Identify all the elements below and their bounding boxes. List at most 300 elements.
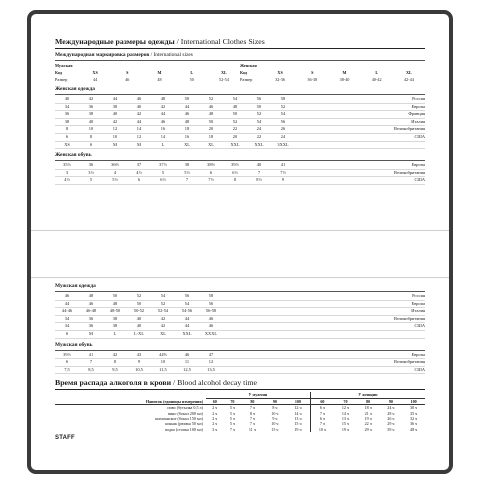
decay-time-cell: 19 ч bbox=[364, 415, 372, 421]
size-cell bbox=[271, 367, 295, 374]
country-label bbox=[295, 142, 425, 149]
alcohol-title: Время распада алкоголя в крови / Blood alcohol decay time bbox=[55, 378, 258, 388]
decay-time-cell: 5 ч bbox=[229, 410, 235, 416]
size-cell: 37 bbox=[136, 162, 142, 168]
country-label: США bbox=[414, 366, 425, 372]
size-cell: 34 bbox=[64, 323, 70, 329]
size-cell: 50 bbox=[184, 96, 190, 101]
decay-time-cell: 7 ч bbox=[249, 421, 255, 427]
drink-label: коньяк (рюмка 50 мл) bbox=[165, 421, 203, 427]
decay-time-cell: 15 ч bbox=[341, 421, 350, 427]
size-cell: 34 bbox=[64, 103, 70, 109]
size-cell: 14 bbox=[160, 133, 166, 139]
size-cell bbox=[247, 352, 271, 359]
decay-time-cell: 29 ч bbox=[387, 421, 395, 427]
size-cell bbox=[247, 316, 271, 323]
size-cell: 48 bbox=[88, 293, 94, 298]
decay-time-cell: 10 ч bbox=[271, 410, 279, 416]
size-cell: 9 bbox=[137, 359, 141, 365]
country-label: Великобритания bbox=[394, 315, 425, 321]
col-weight: 100 bbox=[286, 398, 310, 404]
size-cell bbox=[271, 301, 295, 308]
size-cell: 7½ bbox=[208, 177, 214, 183]
size-cell: 16 bbox=[160, 126, 166, 132]
size-cell bbox=[223, 359, 247, 366]
size-cell: 38 bbox=[112, 103, 118, 109]
size-row bbox=[55, 301, 425, 309]
size-cell: 50 bbox=[256, 103, 262, 109]
size-cell: 26 bbox=[280, 126, 286, 132]
size-cell: 40 bbox=[88, 118, 94, 124]
size-cell: XXXL bbox=[204, 330, 218, 336]
decay-time-cell: 18 ч bbox=[364, 405, 372, 411]
decay-time-cell: 35 ч bbox=[410, 410, 418, 416]
size-cell: 46 bbox=[88, 300, 94, 306]
size-cell: 56 bbox=[208, 300, 214, 306]
country-label: Россия bbox=[412, 293, 425, 298]
size-cell: M bbox=[89, 330, 93, 336]
size-cell: 46 bbox=[64, 293, 70, 298]
alcohol-body bbox=[55, 405, 425, 433]
country-label: Европа bbox=[411, 162, 425, 168]
size-cell: 44 bbox=[64, 300, 70, 306]
size-cell: 36 bbox=[88, 315, 94, 321]
size-cell: 48 bbox=[112, 300, 118, 306]
women-shoes-heading: Женская обувь bbox=[55, 152, 92, 159]
size-cell: 24 bbox=[280, 133, 286, 139]
size-cell: 46 bbox=[160, 118, 166, 124]
size-cell: 38 bbox=[184, 162, 190, 168]
col-weight: 70 bbox=[334, 398, 357, 404]
men-clothes-rule bbox=[55, 291, 425, 292]
size-cell: 46 bbox=[208, 323, 214, 329]
size-cell: 50-52 bbox=[133, 308, 145, 314]
decay-time-cell: 2 ч bbox=[212, 410, 218, 416]
women-shoes-rule bbox=[55, 160, 425, 161]
size-cell: 6 bbox=[65, 359, 69, 365]
size-cell: 40 bbox=[64, 96, 70, 101]
size-cell: 24 bbox=[256, 126, 262, 132]
size-cell: 52 bbox=[256, 111, 262, 117]
decay-time-cell: 5 ч bbox=[229, 421, 235, 427]
size-cell bbox=[223, 293, 247, 300]
size-cell: 18 bbox=[184, 126, 190, 132]
size-cell: 7,5 bbox=[64, 366, 70, 372]
men-shoes-rule bbox=[55, 350, 425, 351]
size-cell: 6 bbox=[65, 133, 69, 139]
decay-time-cell: 30 ч bbox=[410, 405, 418, 411]
decay-time-cell: 7 ч bbox=[310, 421, 334, 426]
intl-rule bbox=[55, 60, 425, 61]
decay-time-cell: 7 ч bbox=[229, 426, 235, 432]
decay-time-cell: 9 ч bbox=[272, 415, 278, 421]
page-spine bbox=[31, 230, 449, 278]
col-weight: 100 bbox=[402, 398, 425, 404]
decay-time-cell: 36 ч bbox=[410, 421, 418, 427]
decay-time-cell: 6 ч bbox=[310, 416, 334, 421]
decay-time-cell: 12 ч bbox=[341, 405, 350, 411]
decay-time-cell: 24 ч bbox=[387, 405, 395, 411]
size-cell bbox=[223, 301, 247, 308]
decay-time-cell: 5 ч bbox=[229, 415, 235, 421]
size-cell: 38 bbox=[112, 323, 118, 329]
group-men: У мужчин bbox=[206, 392, 310, 398]
size-cell bbox=[223, 367, 247, 374]
size-cell: 39⅓ bbox=[231, 162, 239, 168]
size-cell: 52-54 bbox=[157, 308, 169, 314]
intl-left-block bbox=[55, 62, 240, 83]
size-cell bbox=[223, 316, 247, 323]
size-cell: 36 bbox=[88, 162, 94, 168]
size-cell: 42 bbox=[160, 323, 166, 329]
intl-right-size-row: Размер 32-36 36-38 38-40 40-42 42-44 bbox=[240, 77, 414, 82]
country-label: Великобритания bbox=[394, 359, 425, 365]
country-label: США bbox=[414, 177, 425, 183]
decay-time-cell: 2 ч bbox=[212, 415, 218, 421]
size-row bbox=[55, 316, 425, 324]
size-cell: 12 bbox=[112, 126, 118, 132]
size-cell: 40 bbox=[136, 103, 142, 109]
size-cell: 42 bbox=[112, 118, 118, 124]
country-label: Франция bbox=[408, 111, 425, 117]
diary-page-frame bbox=[27, 10, 453, 474]
size-cell: 9 bbox=[281, 177, 285, 183]
size-cell bbox=[247, 359, 271, 366]
women-shoes-table bbox=[55, 162, 425, 185]
men-shoes-table bbox=[55, 352, 425, 375]
size-cell: 8,5 bbox=[88, 366, 94, 372]
size-cell: 10,5 bbox=[135, 366, 143, 372]
size-cell: M bbox=[137, 141, 141, 147]
size-cell: 47 bbox=[208, 351, 214, 357]
intl-sizes-table bbox=[55, 62, 425, 83]
size-cell bbox=[271, 331, 295, 338]
size-cell: 40 bbox=[136, 323, 142, 329]
size-cell: 14 bbox=[136, 126, 142, 132]
size-cell bbox=[223, 331, 247, 338]
size-cell: XL bbox=[208, 141, 214, 147]
size-cell: 42 bbox=[136, 111, 142, 117]
size-cell: 54-56 bbox=[181, 308, 193, 314]
size-cell: 44 bbox=[136, 118, 142, 124]
country-label: Европа bbox=[411, 351, 425, 357]
size-row bbox=[55, 331, 425, 339]
size-cell: 48 bbox=[208, 111, 214, 117]
size-cell: 48 bbox=[160, 96, 166, 101]
size-row bbox=[55, 119, 425, 127]
decay-time-cell: 7 ч bbox=[249, 415, 255, 421]
size-cell: 8 bbox=[65, 126, 69, 132]
size-cell: 6½ bbox=[232, 169, 238, 175]
size-cell: 56 bbox=[280, 118, 286, 124]
country-label: США bbox=[414, 323, 425, 329]
size-cell: 58 bbox=[280, 96, 286, 101]
size-cell: 50 bbox=[232, 111, 238, 117]
size-cell: 8 bbox=[113, 359, 117, 365]
decay-time-cell: 14 ч bbox=[294, 410, 302, 416]
size-cell: 46 bbox=[184, 351, 190, 357]
decay-time-cell: 8 ч bbox=[272, 405, 278, 411]
decay-time-cell: 13 ч bbox=[341, 415, 350, 421]
decay-time-cell: 6 ч bbox=[310, 405, 334, 411]
size-row bbox=[55, 96, 425, 104]
size-cell: 41 bbox=[88, 351, 94, 357]
size-cell: 20 bbox=[208, 126, 214, 132]
size-cell: 10 bbox=[112, 133, 118, 139]
drink-label: шампанское (бокал 150 мл) bbox=[155, 415, 203, 421]
size-cell: 35⅓ bbox=[63, 162, 71, 168]
size-cell: M bbox=[113, 141, 117, 147]
size-cell: 56 bbox=[256, 96, 262, 101]
size-row bbox=[55, 367, 425, 375]
decay-time-cell: 14 ч bbox=[341, 410, 350, 416]
size-cell: 52 bbox=[280, 103, 286, 109]
size-cell: 3½ bbox=[88, 169, 94, 175]
decay-time-cell: 29 ч bbox=[364, 426, 372, 432]
size-cell: 5 bbox=[161, 169, 165, 175]
size-cell: 50 bbox=[208, 118, 214, 124]
decay-time-cell: 39 ч bbox=[387, 426, 395, 432]
size-row bbox=[55, 352, 425, 360]
decay-time-cell: 15 ч bbox=[294, 421, 302, 427]
decay-time-cell: 7 ч bbox=[310, 411, 334, 416]
country-label: Россия bbox=[412, 96, 425, 101]
size-cell: 56 bbox=[184, 293, 190, 298]
size-cell: 42 bbox=[112, 351, 118, 357]
size-cell bbox=[223, 323, 247, 330]
decay-time-cell: 12 ч bbox=[294, 405, 302, 411]
size-cell: S bbox=[89, 141, 93, 147]
drink-label: вино (бокал 200 мл) bbox=[168, 410, 203, 416]
size-cell: 9,5 bbox=[112, 366, 118, 372]
size-cell: 6½ bbox=[160, 177, 166, 183]
intl-left-size-row: Размер 44 46 48 50 52-54 bbox=[55, 77, 229, 82]
size-cell bbox=[247, 331, 271, 338]
drink-label: водка (стопка 100 мл) bbox=[165, 426, 203, 432]
alcohol-rule bbox=[55, 389, 425, 390]
men-shoes-heading: Мужская обувь bbox=[55, 341, 93, 348]
size-cell: 8½ bbox=[256, 177, 262, 183]
size-cell: 38 bbox=[112, 315, 118, 321]
size-cell: 52 bbox=[232, 118, 238, 124]
size-cell: 48 bbox=[232, 103, 238, 109]
decay-time-cell: 28 ч bbox=[387, 410, 395, 416]
size-cell: 36 bbox=[88, 323, 94, 329]
size-cell: 4½ bbox=[136, 169, 142, 175]
size-cell: XXL bbox=[230, 141, 240, 147]
country-label: Великобритания bbox=[394, 126, 425, 132]
decay-time-cell: 8 ч bbox=[249, 410, 255, 416]
size-cell: 4 bbox=[113, 169, 117, 175]
col-weight: 90 bbox=[380, 398, 403, 404]
size-cell: 7 bbox=[89, 359, 93, 365]
country-label bbox=[295, 331, 425, 338]
women-clothes-table bbox=[55, 96, 425, 149]
decay-time-cell: 2 ч bbox=[212, 405, 218, 411]
size-cell: 36 bbox=[88, 103, 94, 109]
group-women: У женщин bbox=[310, 392, 425, 398]
size-cell: 54 bbox=[280, 111, 286, 117]
country-label: Италия bbox=[411, 308, 425, 314]
men-clothes-heading: Мужская одежда bbox=[55, 283, 96, 289]
size-row bbox=[55, 162, 425, 170]
size-cell: 46-48 bbox=[85, 308, 97, 314]
decay-time-cell: 11 ч bbox=[248, 426, 256, 432]
size-cell bbox=[271, 323, 295, 330]
size-cell: XL bbox=[184, 141, 190, 147]
size-cell: 16 bbox=[184, 133, 190, 139]
size-cell: 44 bbox=[160, 111, 166, 117]
size-cell: 54 bbox=[160, 293, 166, 298]
size-cell: 4½ bbox=[64, 177, 70, 183]
size-cell bbox=[271, 308, 295, 315]
size-cell: 44⅔ bbox=[159, 351, 167, 357]
size-cell: 36 bbox=[64, 111, 70, 117]
size-cell: 20 bbox=[232, 133, 238, 139]
size-cell: 3XXL bbox=[277, 141, 289, 147]
size-row bbox=[55, 126, 425, 134]
size-cell: 54 bbox=[232, 96, 238, 101]
size-cell: 46 bbox=[208, 315, 214, 321]
size-cell: 52 bbox=[160, 300, 166, 306]
title-rule bbox=[55, 48, 425, 49]
clothes-sizes-page bbox=[31, 14, 449, 230]
men-sizes-page bbox=[31, 278, 449, 470]
size-row bbox=[55, 323, 425, 331]
size-cell: 48-50 bbox=[109, 308, 121, 314]
country-label: Европа bbox=[411, 103, 425, 109]
size-row bbox=[55, 142, 425, 150]
drink-label: пиво (бутылка 0,5 л) bbox=[167, 405, 203, 411]
decay-time-cell: 21 ч bbox=[364, 410, 372, 416]
col-weight: 80 bbox=[357, 398, 380, 404]
size-cell bbox=[271, 316, 295, 323]
intl-sizes-heading: Международная маркировка размеров / International sizes bbox=[55, 52, 193, 58]
size-cell: 12,5 bbox=[183, 366, 191, 372]
size-row bbox=[55, 359, 425, 367]
intl-right-block bbox=[240, 62, 425, 83]
size-cell: 5 bbox=[89, 177, 93, 183]
decay-time-cell: 15 ч bbox=[271, 426, 279, 432]
size-cell bbox=[247, 293, 271, 300]
size-cell: 37⅓ bbox=[159, 162, 167, 168]
decay-time-cell: 48 ч bbox=[410, 426, 418, 432]
size-cell: 7 bbox=[257, 169, 261, 175]
decay-time-cell: 26 ч bbox=[387, 415, 395, 421]
country-label: Великобритания bbox=[394, 169, 425, 175]
size-cell bbox=[223, 308, 247, 315]
size-cell: 38 bbox=[88, 111, 94, 117]
size-cell: 40 bbox=[256, 162, 262, 168]
size-cell bbox=[247, 323, 271, 330]
size-cell: 50 bbox=[136, 300, 142, 306]
size-cell: 39⅓ bbox=[63, 351, 71, 357]
size-row bbox=[55, 308, 425, 316]
size-cell: 40 bbox=[112, 111, 118, 117]
size-cell: 11 bbox=[184, 359, 190, 365]
size-cell: 42 bbox=[160, 315, 166, 321]
size-cell: L-XL bbox=[134, 330, 144, 336]
decay-time-cell: 5 ч bbox=[229, 405, 235, 411]
size-cell: 8 bbox=[233, 177, 237, 183]
size-cell: 50 bbox=[112, 293, 118, 298]
size-cell bbox=[223, 352, 247, 359]
size-cell: 44 bbox=[184, 323, 190, 329]
size-cell: S bbox=[65, 330, 69, 336]
size-cell: 44 bbox=[184, 315, 190, 321]
size-cell: 11,5 bbox=[159, 366, 167, 372]
size-cell: L bbox=[113, 330, 117, 336]
size-cell bbox=[271, 293, 295, 300]
size-cell bbox=[247, 308, 271, 315]
size-cell: 38 bbox=[64, 118, 70, 124]
country-label: США bbox=[414, 133, 425, 139]
intl-right-code-row: Код XS S M L XL bbox=[240, 70, 412, 75]
size-cell: 8 bbox=[89, 133, 93, 139]
size-row bbox=[55, 293, 425, 301]
staff-logo: STAFF bbox=[55, 435, 75, 442]
size-cell bbox=[247, 301, 271, 308]
decay-time-cell: 22 ч bbox=[364, 421, 372, 427]
page-title: Международные размеры одежды / International Clothes Sizes bbox=[55, 37, 265, 46]
size-cell: 56-58 bbox=[205, 308, 217, 314]
size-cell: 6 bbox=[137, 177, 141, 183]
size-cell: 43 bbox=[136, 351, 142, 357]
col-weight: 80 bbox=[241, 398, 263, 404]
size-cell: 52 bbox=[208, 96, 214, 101]
size-cell: XL bbox=[160, 330, 166, 336]
size-cell: 41 bbox=[280, 162, 286, 168]
size-cell: 13,5 bbox=[207, 366, 215, 372]
size-cell: 12 bbox=[208, 359, 214, 365]
col-weight: 70 bbox=[224, 398, 242, 404]
country-label: Европа bbox=[411, 300, 425, 306]
size-cell: 10 bbox=[88, 126, 94, 132]
size-cell: XXL bbox=[254, 141, 264, 147]
size-cell: 42 bbox=[88, 96, 94, 101]
decay-time-cell: 13 ч bbox=[294, 415, 302, 421]
size-cell: 6 bbox=[209, 169, 213, 175]
size-cell: 54 bbox=[184, 300, 190, 306]
decay-time-cell: 3 ч bbox=[212, 426, 218, 432]
size-cell: 34 bbox=[64, 315, 70, 321]
size-cell: 44 bbox=[112, 96, 118, 101]
size-row bbox=[55, 104, 425, 112]
intl-right-label-row: Женская bbox=[240, 63, 257, 68]
size-cell: 7½ bbox=[280, 169, 286, 175]
col-weight: 60 bbox=[206, 398, 224, 404]
size-cell: 38⅔ bbox=[207, 162, 215, 168]
size-row bbox=[55, 170, 425, 178]
decay-time-cell: 10 ч bbox=[310, 427, 334, 432]
size-cell bbox=[271, 352, 295, 359]
decay-time-cell: 19 ч bbox=[294, 426, 302, 432]
country-label: Италия bbox=[411, 118, 425, 124]
intl-left-label-row: Мужская bbox=[55, 63, 73, 68]
size-cell: 5½ bbox=[112, 177, 118, 183]
size-cell: 44-46 bbox=[61, 308, 73, 314]
size-cell: 3 bbox=[65, 169, 69, 175]
size-cell: 18 bbox=[208, 133, 214, 139]
women-clothes-rule bbox=[55, 94, 425, 95]
size-cell: XXL bbox=[182, 330, 192, 336]
decay-time-cell: 32 ч bbox=[410, 415, 418, 421]
size-cell: 40 bbox=[136, 315, 142, 321]
alcohol-table bbox=[55, 392, 425, 432]
size-cell: 54 bbox=[256, 118, 262, 124]
size-cell: 22 bbox=[232, 126, 238, 132]
size-cell bbox=[247, 367, 271, 374]
